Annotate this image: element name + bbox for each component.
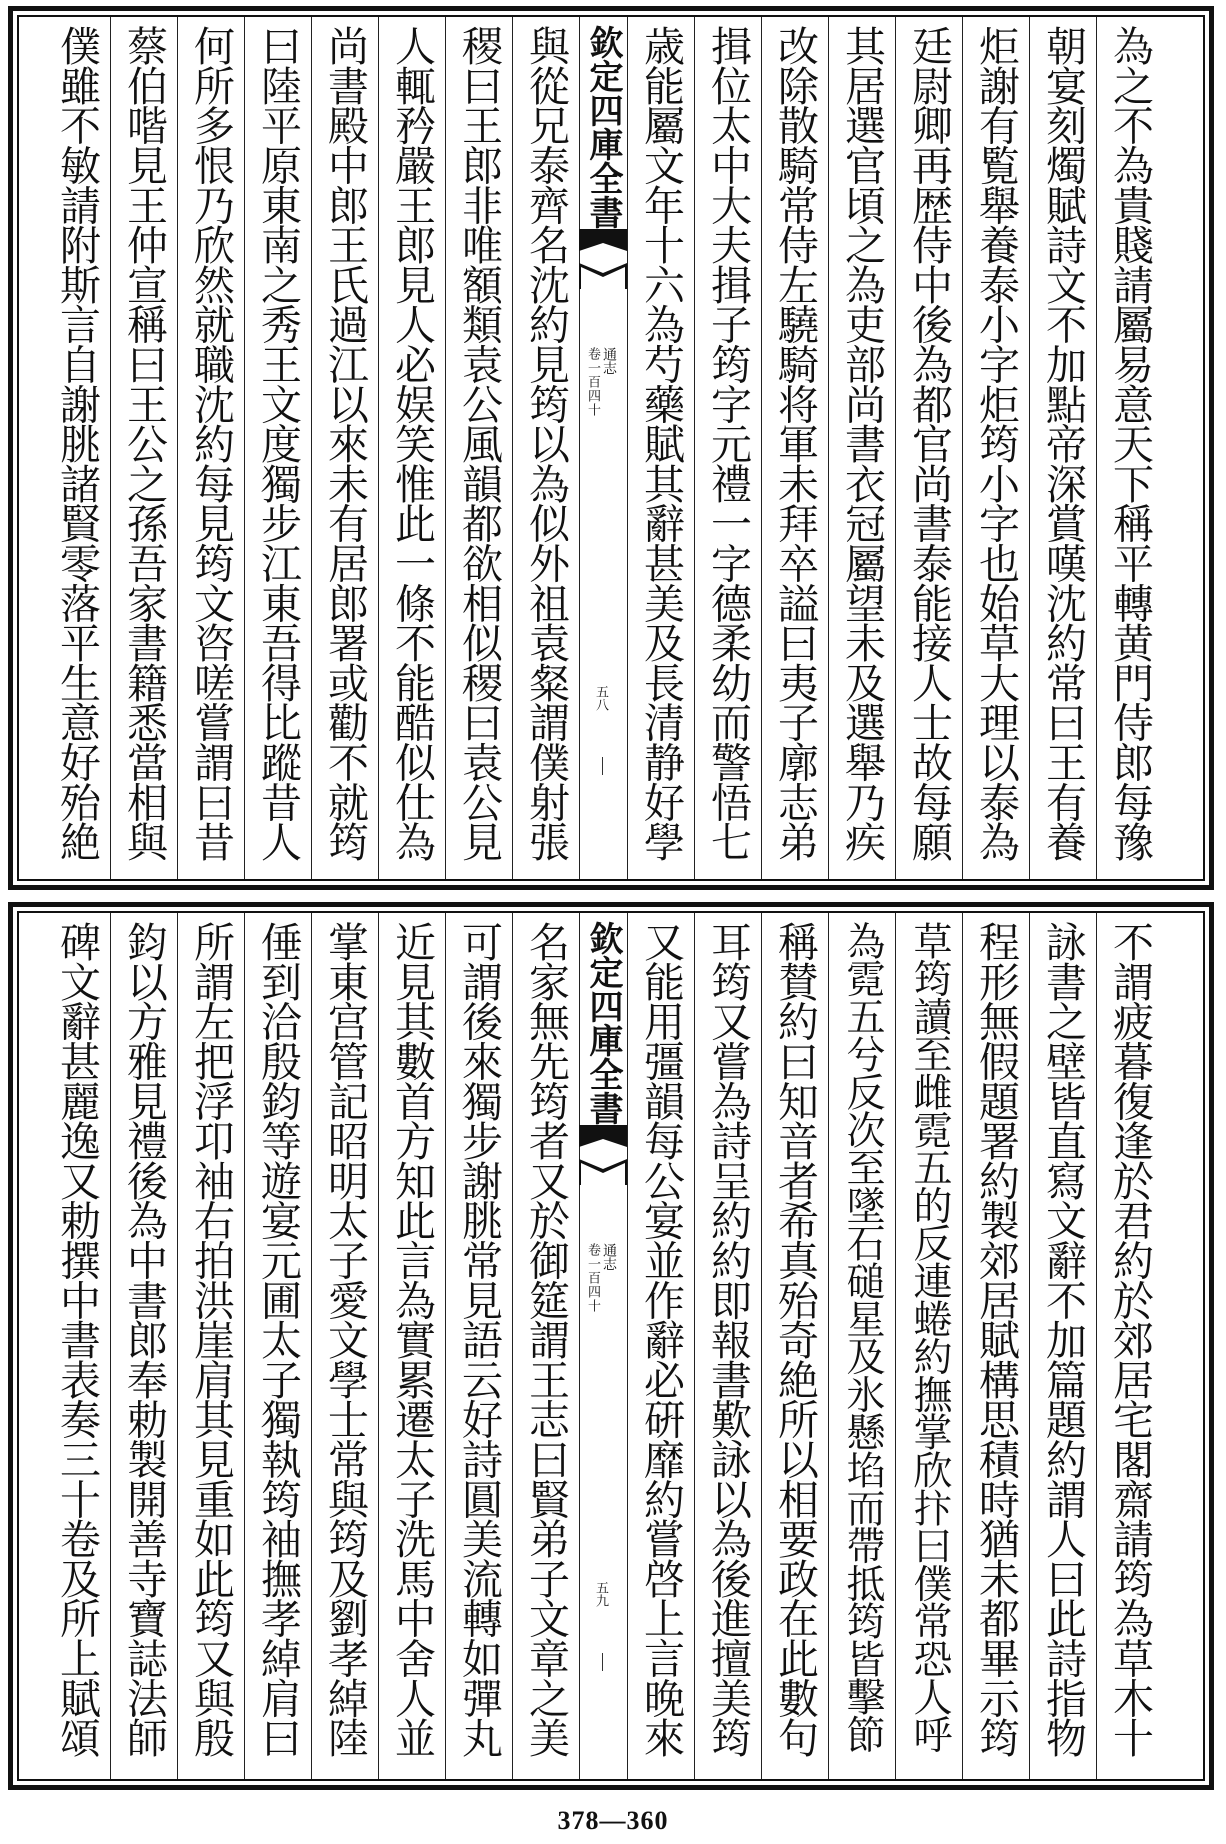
top-page-frame — [8, 6, 1214, 890]
bottom-page-frame — [8, 902, 1214, 1790]
column-rule — [110, 913, 111, 1779]
column-rule — [828, 17, 829, 879]
column-rule — [1096, 17, 1097, 879]
gutter-page-number: 五九 — [593, 1581, 608, 1607]
top-gutter — [579, 17, 627, 879]
column-rule — [1029, 17, 1030, 879]
gutter-rule-right — [627, 913, 628, 1779]
text-column: 可謂後來獨步謝朓常見語云好詩圓美流轉如彈丸 — [455, 921, 503, 1757]
gutter-rule-left — [579, 913, 580, 1779]
gutter-rule-left — [579, 17, 580, 879]
text-column: 尚書殿中郎王氏過江以來未有居郎署或勸不就筠 — [321, 25, 369, 861]
text-column: 名家無先筠者又於御筵謂王志曰賢弟子文章之美 — [522, 921, 570, 1757]
column-rule — [512, 913, 513, 1779]
text-column: 揖位太中大夫揖子筠字元禮一字德柔幼而警悟七 — [704, 25, 752, 861]
text-column: 倕到洽殷鈞等遊宴元圃太子獨執筠袖撫孝綽肩曰 — [254, 921, 302, 1757]
text-column: 為霓五兮反次至墜石磓星及氷懸埳而帶抵筠皆擊節 — [840, 921, 885, 1753]
column-rule — [177, 17, 178, 879]
column-rule — [962, 913, 963, 1779]
gutter-rule-right — [627, 17, 628, 879]
text-column: 僕雖不敏請附斯言自謝朓諸賢零落平生意好殆絶 — [53, 25, 101, 861]
text-column: 詠書之壁皆直寫文辭不加篇題約謂人曰此詩指物 — [1039, 921, 1087, 1757]
text-column: 人輒矜嚴王郎見人必娱笑惟此一條不能酷似仕為 — [388, 25, 436, 861]
column-rule — [761, 17, 762, 879]
text-column: 蔡伯喈見王仲宣稱曰王公之孫吾家書籍悉當相與 — [120, 25, 168, 861]
column-rule — [378, 913, 379, 1779]
column-rule — [311, 913, 312, 1779]
column-rule — [895, 913, 896, 1779]
text-column: 近見其數首方知此言為實累遷太子洗馬中舍人並 — [388, 921, 436, 1757]
gutter-header: 欽定四庫全書 — [583, 25, 623, 229]
gutter-tick — [602, 1653, 603, 1671]
column-rule — [177, 913, 178, 1779]
text-column: 稱賛約曰知音者希真殆奇絶所以相要政在此數句 — [771, 921, 819, 1757]
column-rule — [694, 17, 695, 879]
text-column: 草筠讀至雌霓五的反連蜷約撫掌欣抃曰僕常恐人呼 — [907, 921, 952, 1753]
gutter-header: 欽定四庫全書 — [583, 921, 623, 1125]
bottom-gutter — [579, 913, 627, 1779]
text-column: 朝宴刻燭賦詩文不加點帝深賞嘆沈約常曰王有養 — [1039, 25, 1087, 861]
text-column: 掌東宫管記昭明太子愛文學士常與筠及劉孝綽陸 — [321, 921, 369, 1757]
text-column: 曰陸平原東南之秀王文度獨步江東吾得比蹤昔人 — [254, 25, 302, 861]
text-column: 其居選官頃之為吏部尚書衣冠屬望未及選舉乃疾 — [838, 25, 886, 861]
column-rule — [445, 17, 446, 879]
column-rule — [244, 17, 245, 879]
text-column: 廷尉卿再歴侍中後為都官尚書泰能接人士故每願 — [905, 25, 953, 861]
text-column: 耳筠又嘗為詩呈約約即報書歎詠以為後進擅美筠 — [704, 921, 752, 1757]
text-column: 碑文辭甚麗逸又勅撰中書表奏三十卷及所上賦頌 — [53, 921, 101, 1757]
gutter-volume: 卷一百四十 — [585, 1243, 600, 1313]
text-column: 與從兄泰齊名沈約見筠以為似外祖袁粲謂僕射張 — [522, 25, 570, 861]
column-rule — [244, 913, 245, 1779]
gutter-tick — [602, 757, 603, 775]
gutter-page-number: 五八 — [593, 685, 608, 711]
bottom-page-inner-border — [17, 911, 1205, 1781]
text-column: 不謂疲暮復逢於君約於郊居宅閣齋請筠為草木十 — [1106, 921, 1154, 1757]
column-rule — [378, 17, 379, 879]
text-column: 鈞以方雅見禮後為中書郎奉勅製開善寺寶誌法師 — [120, 921, 168, 1757]
gutter-book-title: 通志 — [601, 1243, 617, 1271]
column-rule — [694, 913, 695, 1779]
text-column: 歳能屬文年十六為芍藥賦其辭甚美及長清静好學 — [637, 25, 685, 861]
text-column: 所謂左把浮卭袖右拍洪崖肩其見重如此筠又與殷 — [187, 921, 235, 1757]
gutter-book-title: 通志 — [601, 347, 617, 375]
top-page-inner-border — [17, 15, 1205, 881]
gutter-volume: 卷一百四十 — [585, 347, 600, 417]
fishtail-mark-icon — [579, 229, 627, 289]
library-page-number: 378—360 — [557, 1806, 669, 1835]
text-column: 改除散騎常侍左驍騎将軍未拜卒謚曰夷子廓志弟 — [771, 25, 819, 861]
column-rule — [512, 17, 513, 879]
column-rule — [110, 17, 111, 879]
text-column: 又能用彊韻每公宴並作辭必硏靡約嘗啓上言晚來 — [637, 921, 685, 1757]
text-column: 程形無假題署約製郊居賦構思積時猶未都畢示筠 — [972, 921, 1020, 1757]
column-rule — [311, 17, 312, 879]
text-column: 稷曰王郎非唯額類袁公風韻都欲相似稷曰袁公見 — [455, 25, 503, 861]
column-rule — [1096, 913, 1097, 1779]
column-rule — [895, 17, 896, 879]
fishtail-mark-icon — [579, 1125, 627, 1185]
text-column: 炬謝有覧舉養泰小字炬筠小字也始草大理以泰為 — [972, 25, 1020, 861]
text-column: 何所多恨乃欣然就職沈約每見筠文咨嗟嘗謂曰昔 — [187, 25, 235, 861]
column-rule — [445, 913, 446, 1779]
text-column: 為之不為貴賤請屬易意天下稱平轉黄門侍郎每豫 — [1106, 25, 1154, 861]
column-rule — [828, 913, 829, 1779]
column-rule — [1029, 913, 1030, 1779]
column-rule — [761, 913, 762, 1779]
column-rule — [962, 17, 963, 879]
